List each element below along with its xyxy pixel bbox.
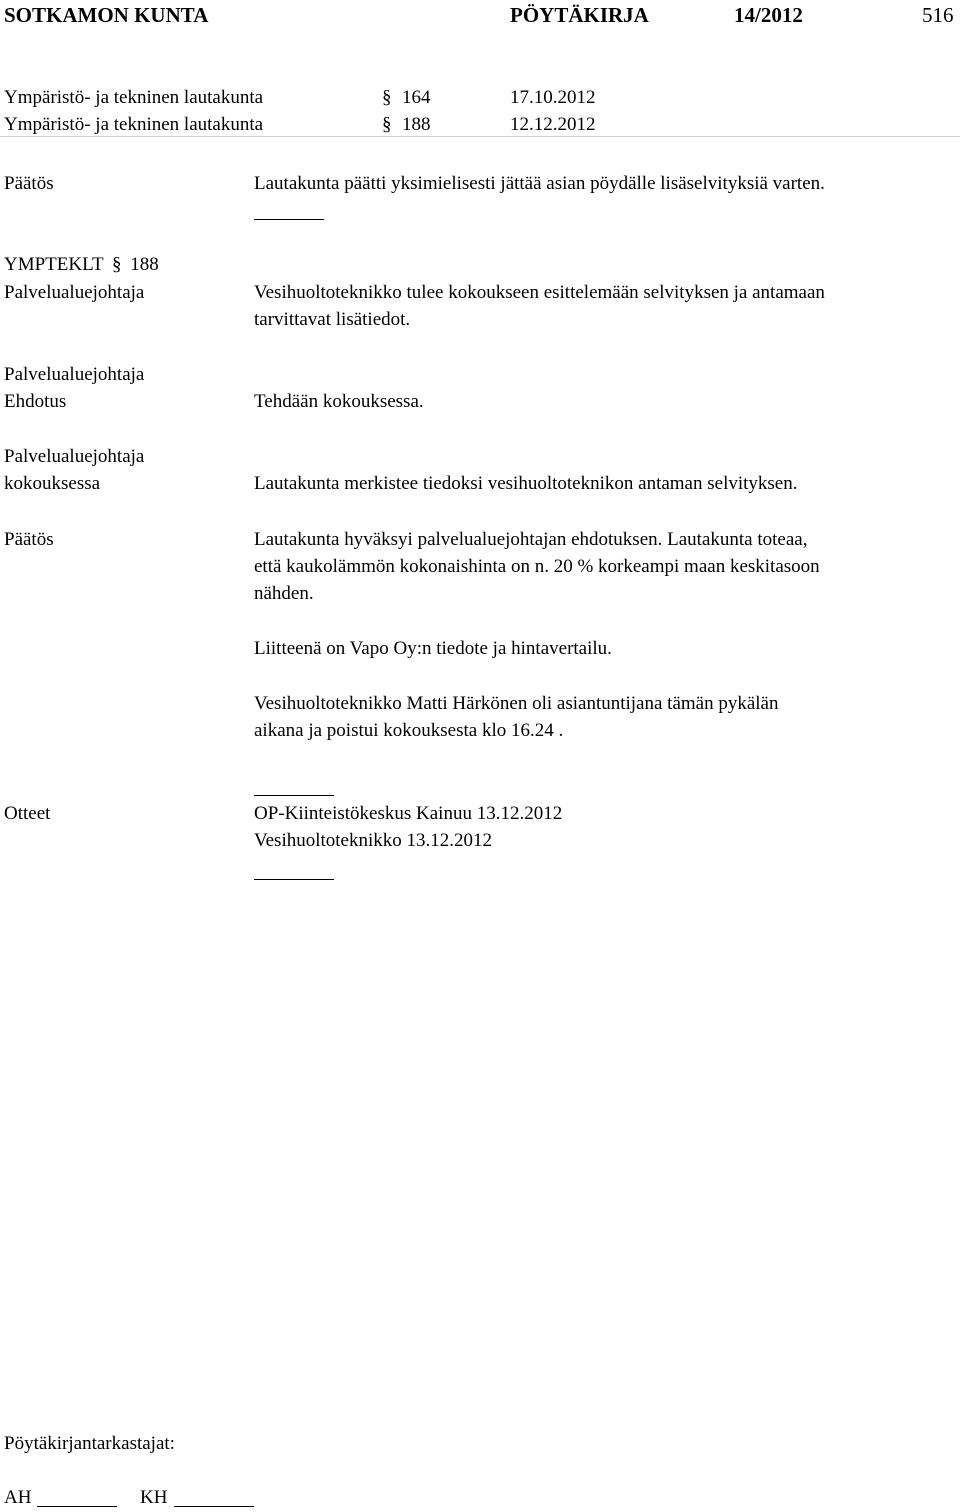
director-label-1: Palvelualuejohtaja bbox=[4, 282, 145, 303]
minutes-checkers-label: Pöytäkirjantarkastajat: bbox=[4, 1433, 175, 1454]
decision-label-2: Päätös bbox=[4, 529, 54, 550]
in-meeting-text: Lautakunta merkistee tiedoksi vesihuoltoteknikon antaman selvityksen. bbox=[254, 473, 798, 494]
document-type: PÖYTÄKIRJA bbox=[510, 3, 649, 27]
decision-text-2-line2: että kaukolämmön kokonaishinta on n. 20 % korkeampi maan keskitasoon bbox=[254, 556, 820, 577]
section-code-label bbox=[4, 251, 159, 278]
extracts-label: Otteet bbox=[4, 803, 51, 824]
header-divider bbox=[0, 136, 960, 137]
section-code: YMPTEKLT bbox=[4, 254, 104, 275]
extract-recipient-2: Vesihuoltoteknikko 13.12.2012 bbox=[254, 830, 493, 851]
decision-text-1: Lautakunta päätti yksimielisesti jättää asian pöydälle lisäselvityksiä varten. bbox=[254, 173, 825, 194]
checker-initials-2: KH bbox=[140, 1487, 168, 1508]
reference-committee-2: Ympäristö- ja tekninen lautakunta bbox=[4, 114, 264, 135]
reference-date-1: 17.10.2012 bbox=[510, 87, 596, 108]
expert-text-line2: aikana ja poistui kokouksesta klo 16.24 . bbox=[254, 720, 564, 741]
separator-line-1 bbox=[254, 219, 324, 220]
proposal-text: Tehdään kokouksessa. bbox=[254, 391, 424, 412]
checker-initials-1: AH bbox=[4, 1487, 32, 1508]
proposal-label: Ehdotus bbox=[4, 391, 67, 412]
attachment-text: Liitteenä on Vapo Oy:n tiedote ja hintavertailu. bbox=[254, 638, 612, 659]
expert-text-line1: Vesihuoltoteknikko Matti Härkönen oli asiantuntijana tämän pykälän bbox=[254, 693, 779, 714]
section-sign-2: § bbox=[382, 114, 392, 135]
reference-committee-1: Ympäristö- ja tekninen lautakunta bbox=[4, 87, 264, 108]
separator-line-3 bbox=[254, 879, 334, 880]
decision-text-2-line1: Lautakunta hyväksyi palvelualuejohtajan ehdotuksen. Lautakunta toteaa, bbox=[254, 529, 808, 550]
signature-line-2 bbox=[174, 1506, 254, 1507]
section-sign-1: § bbox=[382, 87, 392, 108]
section-number: 188 bbox=[130, 254, 159, 275]
director-text-1-line1: Vesihuoltoteknikko tulee kokoukseen esittelemään selvityksen ja antamaan bbox=[254, 282, 825, 303]
signature-line-1 bbox=[37, 1506, 117, 1507]
separator-line-2 bbox=[254, 795, 334, 796]
reference-section-2: 188 bbox=[402, 114, 431, 135]
section-sign: § bbox=[112, 254, 122, 275]
document-number: 14/2012 bbox=[734, 3, 803, 27]
decision-text-2-line3: nähden. bbox=[254, 583, 314, 604]
reference-date-2: 12.12.2012 bbox=[510, 114, 596, 135]
director-label-2: Palvelualuejohtaja bbox=[4, 364, 145, 385]
page-number: 516 bbox=[922, 3, 954, 27]
director-label-3: Palvelualuejohtaja bbox=[4, 446, 145, 467]
municipality-name: SOTKAMON KUNTA bbox=[4, 3, 209, 27]
in-meeting-label: kokouksessa bbox=[4, 473, 101, 494]
decision-label-1: Päätös bbox=[4, 173, 54, 194]
extract-recipient-1: OP-Kiinteistökeskus Kainuu 13.12.2012 bbox=[254, 803, 563, 824]
director-text-1-line2: tarvittavat lisätiedot. bbox=[254, 309, 411, 330]
reference-section-1: 164 bbox=[402, 87, 431, 108]
